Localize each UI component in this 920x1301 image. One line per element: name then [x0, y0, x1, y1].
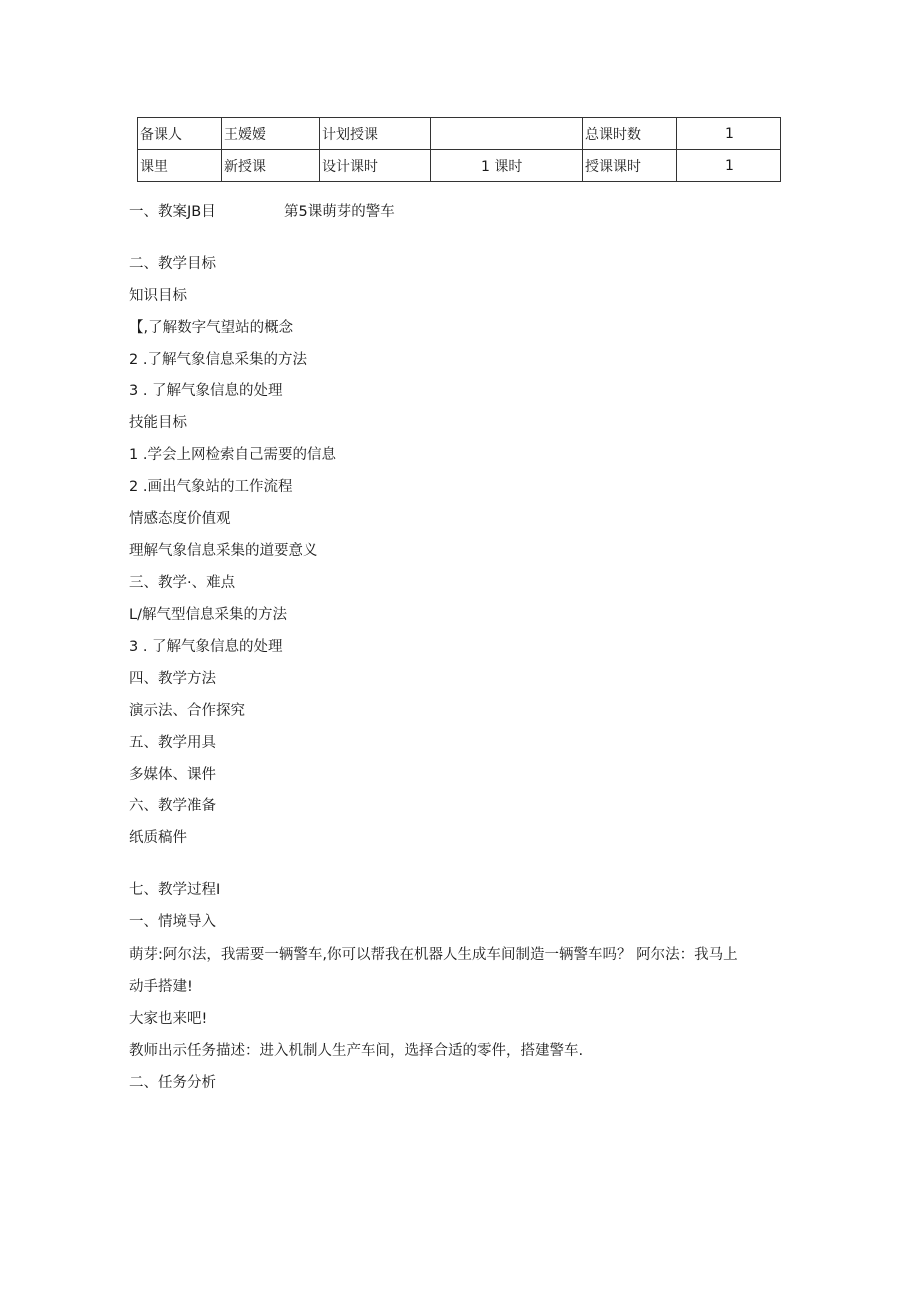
heading-teaching-goals: 二、教学目标 [129, 256, 216, 272]
cell-total-hours-value: 1 [677, 118, 781, 150]
paragraph: 萌芽:阿尔法，我需要一辆警车,你可以帮我在机器人生成车间制造一辆警车吗？ 阿尔法：我马上 [129, 947, 738, 963]
paragraph: 动手搭建! [129, 979, 193, 995]
cell-lesson-type: 新授课 [222, 150, 320, 182]
course-info-table [137, 117, 781, 182]
course-title: 第5课萌芽的警车 [284, 204, 395, 220]
cell-total-hours-label: 总课时数 [583, 118, 677, 150]
cell-teach-hours-value: 1 [677, 150, 781, 182]
cell-planned-label: 计划授课 [320, 118, 431, 150]
list-item: 【,了解数字气望站的概念 [129, 320, 294, 336]
heading-teaching-tools: 五、教学用具 [129, 735, 216, 751]
table-row [138, 150, 781, 182]
heading-teaching-process: 七、教学过程I [129, 882, 221, 898]
list-item: 2 .了解气象信息采集的方法 [129, 352, 307, 368]
list-item: L/解气型信息采集的方法 [129, 607, 287, 623]
subheading-attitude-values: 情感态度价值观 [129, 511, 231, 527]
subheading-scene-intro: 一、情境导入 [129, 914, 216, 930]
cell-preparer-value: 王嫒嫒 [222, 118, 320, 150]
subheading-task-analysis: 二、任务分析 [129, 1075, 216, 1091]
heading-lesson-plan: 一、教案JB目 [129, 204, 216, 220]
cell-design-hours-label: 设计课时 [320, 150, 431, 182]
paragraph: 教师出示任务描述：进入机制人生产车间，选择合适的零件，搭建警车. [129, 1043, 584, 1059]
cell-design-hours-value: 1 课时 [431, 150, 583, 182]
cell-teach-hours-label: 授课课时 [583, 150, 677, 182]
cell-preparer-label: 备课人 [138, 118, 222, 150]
subheading-skill-goals: 技能目标 [129, 415, 187, 431]
list-item: 1 .学会上网检索自己需要的信息 [129, 447, 336, 463]
paragraph: 大家也来吧! [129, 1011, 208, 1027]
paragraph: 理解气象信息采集的道要意义 [129, 543, 318, 559]
table-row [138, 118, 781, 150]
list-item: 3 . 了解气象信息的处理 [129, 383, 283, 399]
list-item: 2 .画出气象站的工作流程 [129, 479, 293, 495]
list-item: 3 . 了解气象信息的处理 [129, 639, 283, 655]
cell-planned-value [431, 118, 583, 150]
cell-lesson-label: 课里 [138, 150, 222, 182]
heading-key-points: 三、教学·、难点 [129, 575, 236, 591]
paragraph: 演示法、合作探究 [129, 703, 245, 719]
paragraph: 纸质稿件 [129, 830, 187, 846]
subheading-knowledge-goals: 知识目标 [129, 288, 187, 304]
paragraph: 多媒体、课件 [129, 767, 216, 783]
heading-teaching-prep: 六、教学准备 [129, 798, 216, 814]
heading-teaching-methods: 四、教学方法 [129, 671, 216, 687]
